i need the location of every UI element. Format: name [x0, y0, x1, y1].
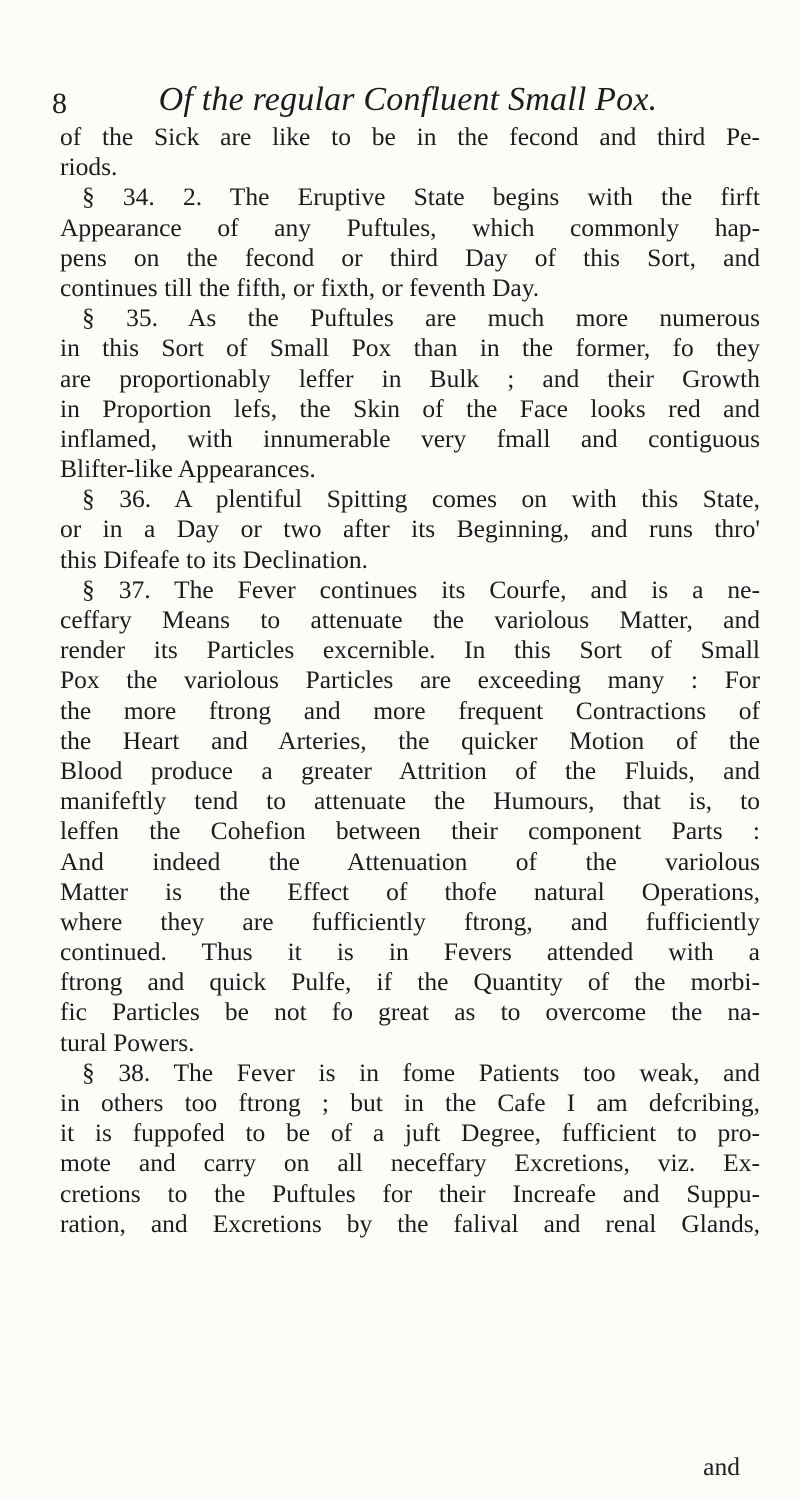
text-line: tural Powers.	[60, 1027, 195, 1057]
text-line: ration, and Excretions by the falival and renal Glands,	[60, 1208, 760, 1238]
text-line: Appearance of any Puftules, which commonly hap-	[60, 212, 760, 242]
text-line: it is fuppofed to be of a juft Degree, fufficient to pro-	[60, 1118, 760, 1148]
text-line: the Heart and Arteries, the quicker Motion of the	[60, 725, 760, 755]
body-text	[60, 122, 760, 1239]
text-line: manifeftly tend to attenuate the Humours, that is, to	[60, 786, 760, 816]
text-line: are proportionably leffer in Bulk ; and their Growth	[60, 363, 760, 393]
running-head-part-2: Confluent Small Pox.	[363, 81, 658, 118]
text-line: in this Sort of Small Pox than in the former, fo they	[60, 333, 760, 363]
text-line: render its Particles excernible. In this Sort of Small	[60, 635, 760, 665]
text-line: or in a Day or two after its Beginning, and runs thro'	[60, 514, 760, 544]
text-line: § 38. The Fever is in fome Patients too weak, and	[82, 1057, 760, 1087]
text-line: Matter is the Effect of thofe natural Operations,	[60, 876, 760, 906]
catchword: and	[703, 1452, 740, 1481]
text-line: cretions to the Puftules for their Increafe and Suppu-	[60, 1178, 760, 1208]
text-line: in Proportion lefs, the Skin of the Face looks red and	[60, 393, 760, 423]
text-line: continues till the fifth, or fixth, or feventh Day.	[60, 272, 540, 302]
text-line: mote and carry on all neceffary Excretions, viz. Ex-	[60, 1148, 760, 1178]
text-line: ftrong and quick Pulfe, if the Quantity of the morbi-	[60, 967, 760, 997]
text-line: this Difeafe to its Declination.	[60, 544, 369, 574]
text-line: riods.	[60, 152, 118, 182]
text-line: Blood produce a greater Attrition of the Fluids, and	[60, 755, 760, 785]
text-line: § 37. The Fever continues its Courfe, and is a ne-	[82, 574, 760, 604]
text-line: § 34. 2. The Eruptive State begins with the firft	[82, 182, 760, 212]
text-line: § 35. As the Puftules are much more numerous	[82, 303, 760, 333]
text-line: continued. Thus it is in Fevers attended with a	[60, 937, 760, 967]
text-line: ceffary Means to attenuate the variolous Matter, and	[60, 605, 760, 634]
running-head-part-1: Of the regular	[158, 81, 355, 118]
text-line: inflamed, with innumerable very fmall and contiguous	[60, 423, 760, 453]
text-line: And indeed the Attenuation of the variolous	[60, 846, 760, 876]
text-line: leffen the Cohefion between their component Parts :	[60, 816, 760, 846]
text-line: fic Particles be not fo great as to overcome the na-	[60, 997, 760, 1027]
page-number: 8	[52, 87, 67, 120]
text-line: pens on the fecond or third Day of this Sort, and	[60, 242, 760, 272]
text-line: where they are fufficiently ftrong, and fufficiently	[60, 906, 760, 936]
text-line: § 36. A plentiful Spitting comes on with this State,	[82, 484, 760, 514]
text-line: in others too ftrong ; but in the Cafe I am defcribing,	[60, 1088, 760, 1117]
text-line: Pox the variolous Particles are exceeding many : For	[60, 665, 760, 695]
running-head	[50, 80, 766, 120]
text-line: the more ftrong and more frequent Contractions of	[60, 695, 760, 725]
page-header	[50, 78, 750, 128]
text-line: of the Sick are like to be in the fecond and third Pe-	[60, 122, 760, 151]
text-line: Blifter-like Appearances.	[60, 454, 316, 484]
